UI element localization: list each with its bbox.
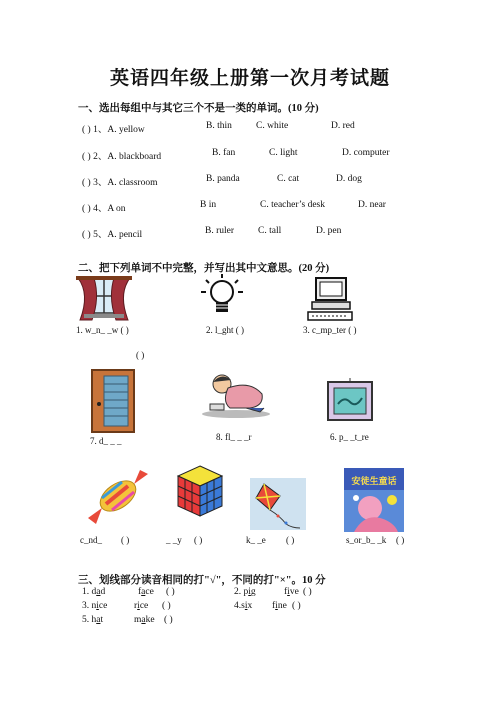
s3-item2-left: 2. pig <box>234 587 256 597</box>
q2-a: ( ) 2、A. blackboard <box>82 152 162 162</box>
row3-label-kite: k_ _e <box>246 535 266 545</box>
window-picture <box>76 276 132 324</box>
s3-item5-left: 5. hat <box>82 615 104 625</box>
rubiks-cube-picture <box>176 464 224 518</box>
q3-c: C. cat <box>277 174 300 184</box>
q5-a: ( ) 5、A. pencil <box>82 230 143 240</box>
picture-frame-picture <box>326 378 374 422</box>
row3-label-candy: c_nd_ <box>80 535 102 545</box>
row3-paren-candy: ( ) <box>121 535 130 545</box>
row2-label-door: 7. d_ _ _ <box>90 436 122 446</box>
q1-b: B. thin <box>206 121 232 131</box>
floor-picture <box>200 372 272 418</box>
q5-c: C. tall <box>258 226 282 236</box>
row3-label-toy: _ _y <box>166 535 182 545</box>
page-title: 英语四年级上册第一次月考试题 <box>109 68 390 89</box>
row2-label-picture: 6. p_ _t_re <box>330 432 369 442</box>
row3-paren-storybook: ( ) <box>396 535 405 545</box>
q2-c: C. light <box>269 148 298 158</box>
row3-label-storybook: s_or_b_ _k <box>346 535 387 545</box>
s3-item4-left: 4.six <box>234 601 253 611</box>
q4-d: D. near <box>358 200 386 210</box>
s3-item3-left: 3. nice <box>82 601 108 611</box>
kite-picture <box>250 478 306 530</box>
door-picture <box>90 368 136 434</box>
s3-item1-paren: ( ) <box>166 587 175 597</box>
section3-heading: 三、划线部分读音相同的打"√"，不同的打"×"。10 分 <box>78 575 326 586</box>
s3-item4-paren: ( ) <box>292 601 301 611</box>
s3-item5-paren: ( ) <box>164 615 173 625</box>
computer-picture <box>306 276 354 322</box>
s3-item5-right: make <box>134 615 155 625</box>
q3-b: B. panda <box>206 174 240 184</box>
s3-item3-right: rice <box>134 601 149 611</box>
row2-label-floor: 8. fl_ _ _r <box>216 432 252 442</box>
q1-d: D. red <box>331 121 355 131</box>
q4-a: ( ) 4、A on <box>82 204 126 214</box>
s3-item3-paren: ( ) <box>162 601 171 611</box>
q5-d: D. pen <box>316 226 342 236</box>
q4-c: C. teacher’s desk <box>260 200 325 210</box>
s3-item1-left: 1. dad <box>82 587 106 597</box>
storybook-title: 安徒生童话 <box>351 477 397 487</box>
q4-b: B in <box>200 200 217 210</box>
row1-label-computer: 3. c_mp_ter ( ) <box>303 325 357 335</box>
s3-item2-paren: ( ) <box>303 587 312 597</box>
section2-heading: 二、把下列单词不中完整，并写出其中文意思。(20 分) <box>78 263 330 274</box>
q3-a: ( ) 3、A. classroom <box>82 178 158 188</box>
q2-b: B. fan <box>212 148 236 158</box>
row3-paren-toy: ( ) <box>194 535 203 545</box>
row3-paren-kite: ( ) <box>286 535 295 545</box>
row1-extra-paren: ( ) <box>136 350 145 360</box>
s3-item2-right: five <box>284 587 299 597</box>
s3-item4-right: fine <box>272 601 287 611</box>
row1-label-light: 2. l_ght ( ) <box>206 325 244 335</box>
light-bulb-picture <box>200 272 244 324</box>
q2-d: D. computer <box>342 148 390 158</box>
q3-d: D. dog <box>336 174 362 184</box>
q1-c: C. white <box>256 121 289 131</box>
s3-item1-right: face <box>138 587 154 597</box>
q5-b: B. ruler <box>205 226 235 236</box>
section1-heading: 一、选出每组中与其它三个不是一类的单词。(10 分) <box>78 103 319 114</box>
row1-label-window: 1. w_n_ _w ( ) <box>76 325 129 335</box>
q1-a: ( ) 1、A. yellow <box>82 125 145 135</box>
candy-picture <box>82 468 154 526</box>
